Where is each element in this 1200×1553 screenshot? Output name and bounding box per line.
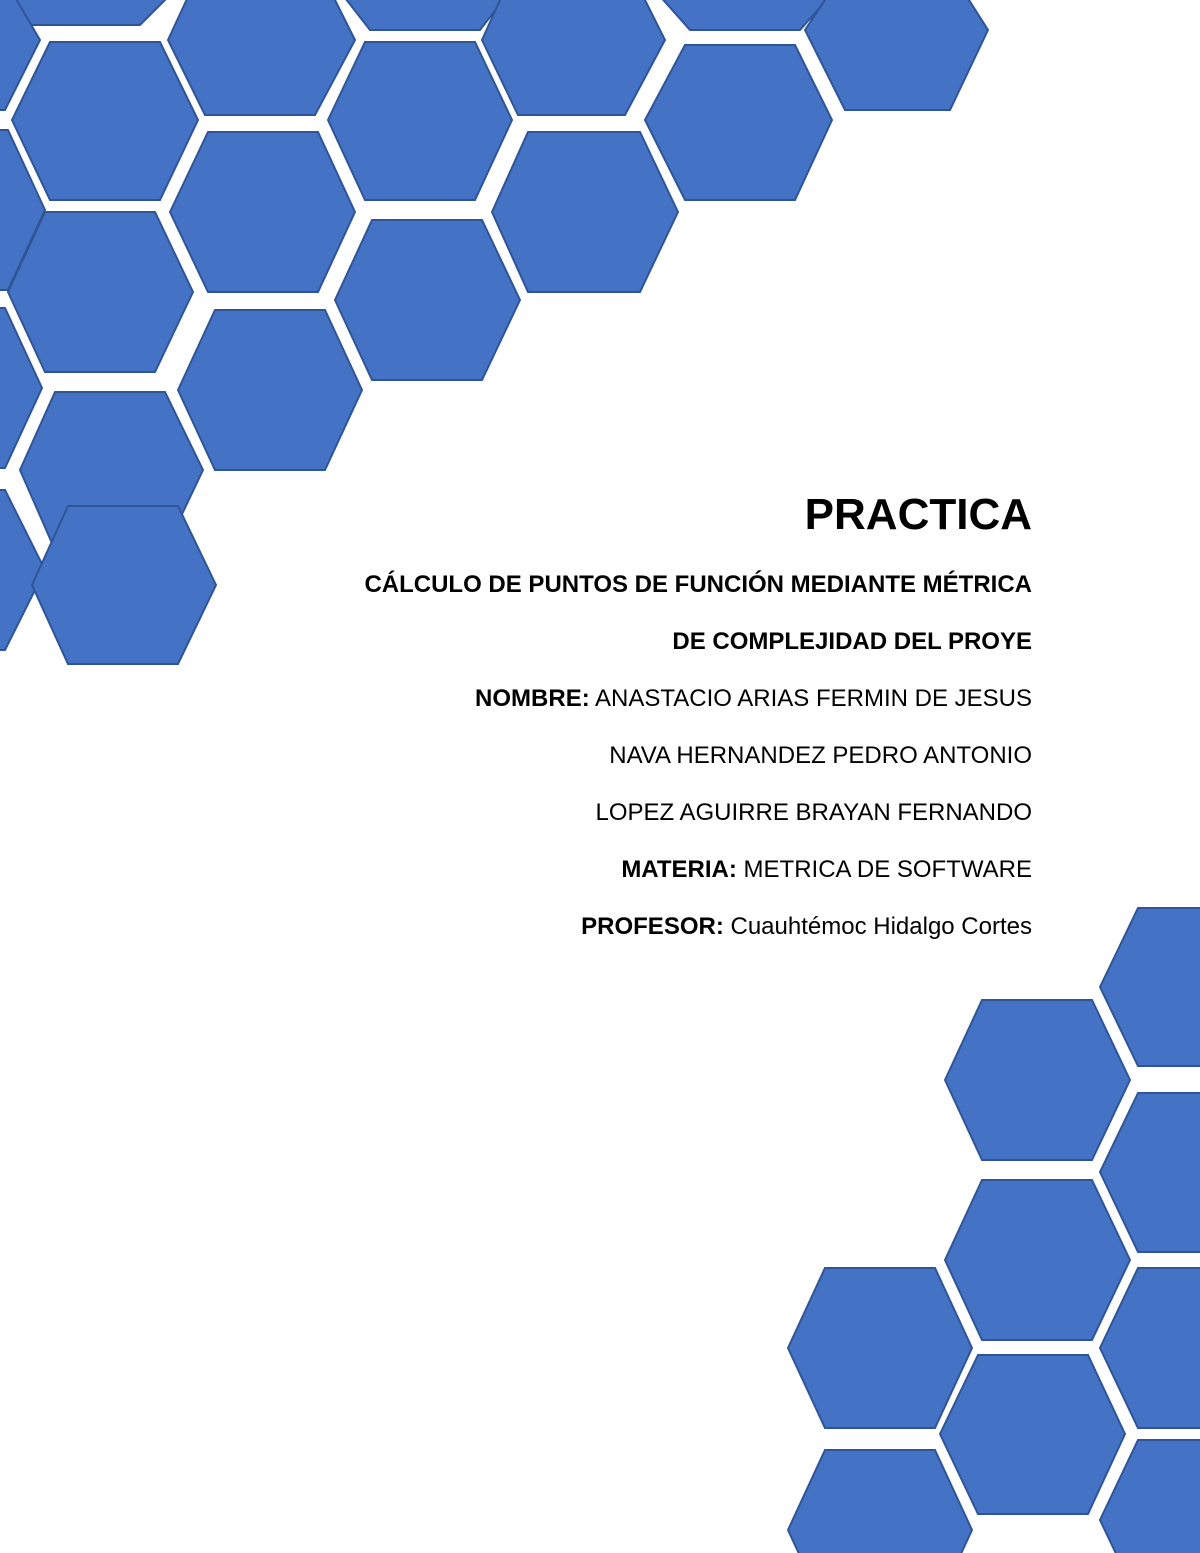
materia-value: METRICA DE SOFTWARE	[743, 856, 1032, 883]
profesor-label: PROFESOR:	[581, 913, 724, 940]
profesor-value: Cuauhtémoc Hidalgo Cortes	[730, 913, 1032, 940]
hexagon-icon	[940, 1355, 1125, 1514]
hexagon-icon	[32, 506, 216, 664]
hexagon-icon	[8, 212, 193, 372]
hexagon-icon	[12, 42, 198, 200]
hexagon-icon	[482, 0, 665, 115]
subtitle-line-2: DE COMPLEJIDAD DEL PROYE	[672, 628, 1032, 655]
nombre-value: ANASTACIO ARIAS FERMIN DE JESUS	[595, 685, 1032, 712]
member-name: LOPEZ AGUIRRE BRAYAN FERNANDO	[595, 799, 1032, 826]
profesor-line	[272, 898, 1032, 955]
hexagon-icon	[1100, 908, 1200, 1066]
hexagon-icon	[805, 0, 988, 110]
nombre-label: NOMBRE:	[475, 685, 590, 712]
hexagon-icon	[178, 310, 362, 470]
member-name: NAVA HERNANDEZ PEDRO ANTONIO	[609, 742, 1032, 769]
materia-label: MATERIA:	[621, 856, 737, 883]
hexagon-icon	[170, 132, 355, 292]
subtitle-line-1: CÁLCULO DE PUNTOS DE FUNCIÓN MEDIANTE MÉTRICA	[364, 571, 1032, 598]
hexagon-icon	[328, 42, 512, 200]
hexagon-icon	[168, 0, 355, 115]
hexagon-icon	[945, 1180, 1130, 1340]
document-title: PRACTICA	[804, 490, 1032, 539]
hexagon-icon	[335, 220, 520, 380]
hexagon-icon	[645, 45, 832, 200]
nombre-line	[272, 670, 1032, 727]
materia-line	[272, 841, 1032, 898]
hexagon-icon	[788, 1268, 972, 1428]
hexagon-icon	[788, 1450, 972, 1553]
cover-text	[272, 480, 1032, 955]
hexagon-icon	[492, 132, 678, 292]
hexagon-icon	[945, 1000, 1130, 1160]
